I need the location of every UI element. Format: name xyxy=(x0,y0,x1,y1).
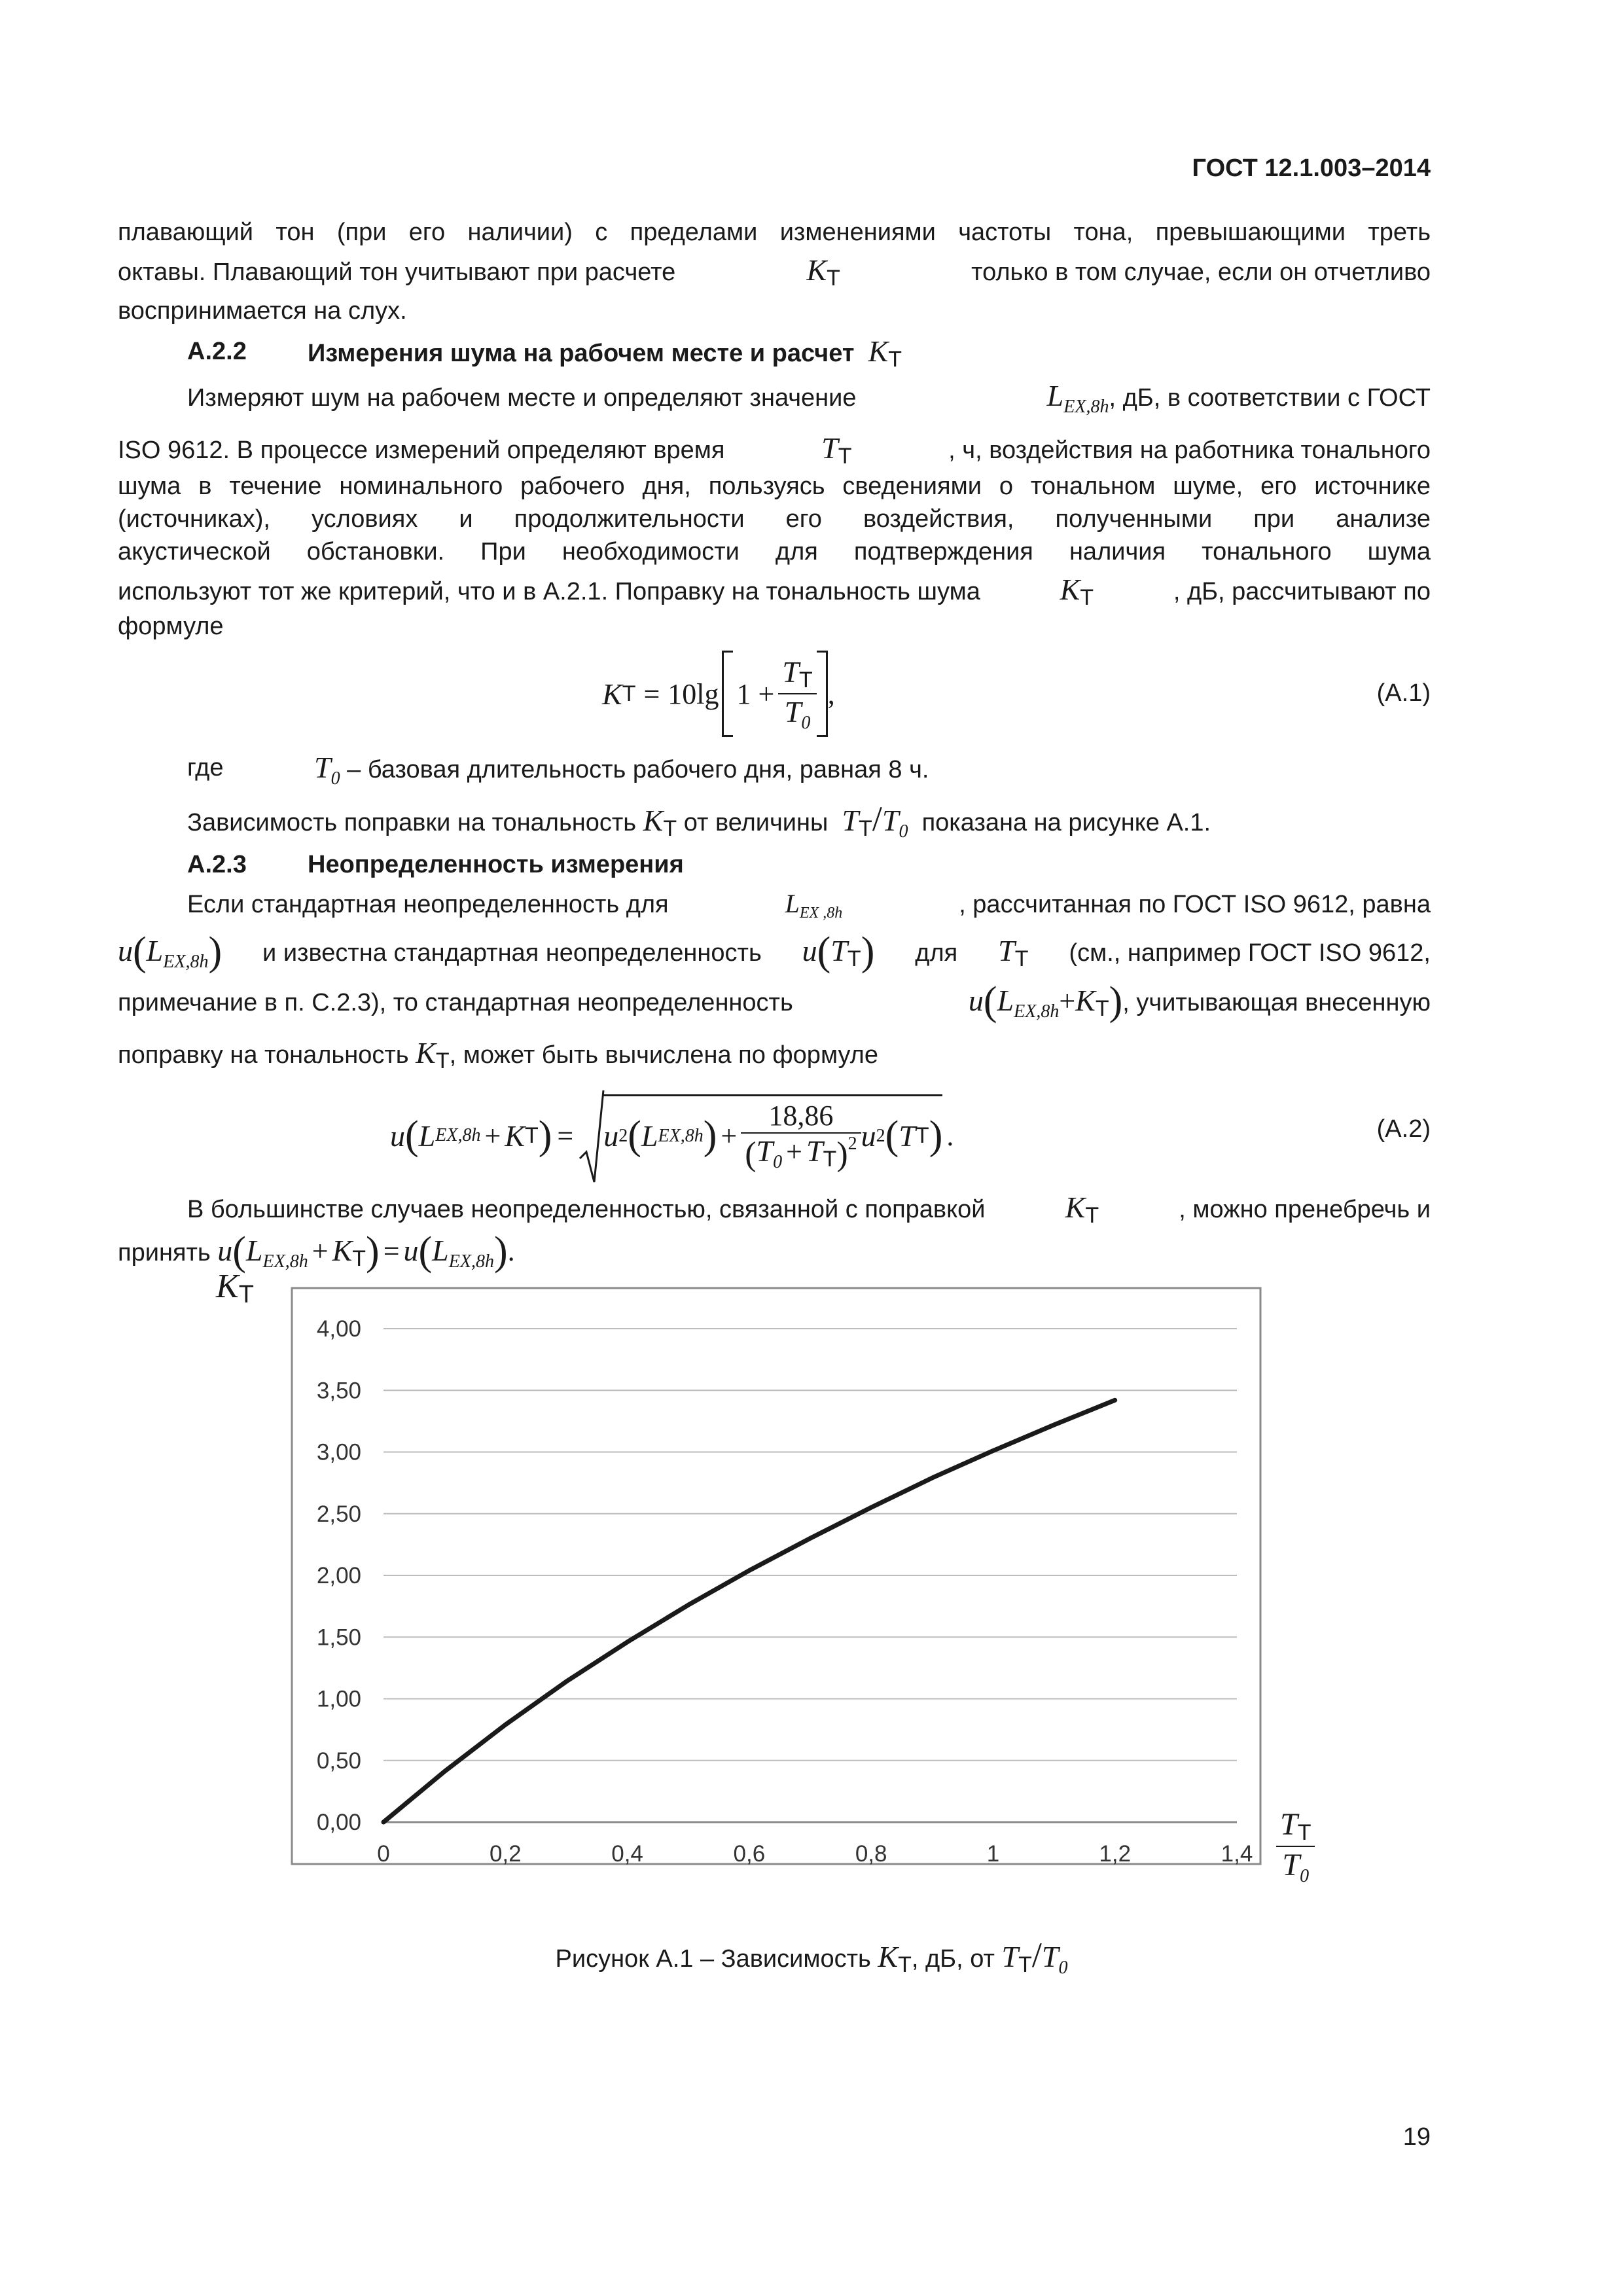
chart-x-label: $\frac{TТ}{T_0}$ xyxy=(1276,1806,1315,1887)
chart-x-tick-label: 1 xyxy=(986,1841,1000,1867)
chart-y-tick-label: 0,50 xyxy=(316,1748,361,1774)
document-header: ГОСТ 12.1.003–2014 xyxy=(1192,154,1431,182)
math-u-LEX8h: $u(L_{EX,8h})$ xyxy=(118,929,223,974)
chart-y-tick-label: 0,00 xyxy=(316,1810,361,1835)
paragraph-line: шума в течение номинального рабочего дня, пользуясь сведениями о тональном шуме, его источнике xyxy=(118,473,1431,500)
section-title: Неопределенность измерения xyxy=(308,851,684,878)
math-KT: KТ xyxy=(1060,573,1094,610)
chart-x-tick-label: 0,4 xyxy=(611,1841,643,1867)
paragraph-line: используют тот же критерий, что и в А.2.1. Поправку на тональность шума KТ , дБ, рассчитывают по xyxy=(118,573,1431,614)
page-number: 19 xyxy=(1402,2123,1431,2151)
math-TT: TТ xyxy=(998,934,1029,971)
text-fragment: октавы. Плавающий тон учитывают при расчете xyxy=(118,259,676,286)
paragraph-line: поправку на тональность KТ, может быть вычислена по формуле xyxy=(118,1036,878,1073)
chart-y-tick-label: 2,50 xyxy=(316,1501,361,1527)
chart-x-tick-label: 0,6 xyxy=(733,1841,766,1867)
paragraph-line: Зависимость поправки на тональность KТ от величины $TТ/T_0$ показана на рисунке А.1. xyxy=(187,799,1211,842)
math-KT: KТ xyxy=(806,253,840,291)
paragraph-line: воспринимается на слух. xyxy=(118,297,407,325)
paragraph-line: акустической обстановки. При необходимости для подтверждения наличия тонального шума xyxy=(118,538,1431,565)
chart-y-tick-label: 3,50 xyxy=(316,1378,361,1404)
chart-y-tick-label: 1,50 xyxy=(316,1624,361,1651)
math-u-LEX8h-plus-KT: $u(L_{EX,8h}+KТ)$, учитывающая внесенную xyxy=(968,979,1431,1024)
paragraph-line: принять $u(L_{EX,8h} + KТ) = u(L_{EX,8h})$. xyxy=(118,1229,515,1274)
fraction-TT-T0: $\frac{TТ}{T_0}$ xyxy=(778,655,816,734)
paragraph-line: Если стандартная неопределенность для $L_{EX ,8h}$ , рассчитанная по ГОСТ ISO 9612, равна xyxy=(187,888,1431,929)
where-word: где xyxy=(187,754,224,781)
math-identity: $u(L_{EX,8h} + KТ) = u(L_{EX,8h})$. xyxy=(217,1229,515,1274)
chart-x-tick-label: 0,2 xyxy=(489,1841,522,1867)
math-LEX8h: $L_{EX,8h}$, дБ, в соответствии с ГОСТ xyxy=(1046,379,1431,417)
math-KT: KТ xyxy=(1065,1191,1099,1228)
paragraph-line: формуле xyxy=(118,613,224,640)
equation-a1: K Т = 10lg 1 + $\frac{TТ}{T_0}$ , xyxy=(602,648,835,740)
chart-x-tick-label: 1,4 xyxy=(1221,1841,1253,1867)
chart-y-tick-label: 4,00 xyxy=(316,1316,361,1342)
equation-a2: u ( L EX,8h + K Т ) = u 2 ( L EX,8h ) + $\frac{18,86}{(T0 + TТ)2}$ u 2 ( T Т ) . xyxy=(390,1086,954,1185)
sqrt-body: u 2 ( L EX,8h ) + $\frac{18,86}{(T0 + TТ)2}$ u 2 ( T Т ) xyxy=(603,1094,942,1174)
paragraph-line: В большинстве случаев неопределенностью, связанной с поправкой KТ , можно пренебречь и xyxy=(187,1191,1431,1232)
text-fragment: только в том случае, если он отчетливо xyxy=(971,259,1431,286)
section-number: А.2.3 xyxy=(187,851,247,878)
paragraph-line: примечание в п. С.2.3), то стандартная неопределенность $u(L_{EX,8h}+KТ)$, учитывающая внесенную xyxy=(118,984,1431,1028)
equation-label: (А.2) xyxy=(1376,1115,1431,1143)
equation-label: (А.1) xyxy=(1376,679,1431,707)
paragraph-line: $u(L_{EX,8h})$ и известна стандартная неопределенность u(TТ) для TТ (см., например ГОСТ ISO 9612, xyxy=(118,935,1431,978)
chart-x-tick-label: 0,8 xyxy=(855,1841,887,1867)
math-TT: TТ xyxy=(821,431,852,469)
chart-x-tick-label: 0 xyxy=(377,1841,390,1867)
section-number: А.2.2 xyxy=(187,338,247,365)
section-title: Измерения шума на рабочем месте и расчет KТ xyxy=(308,334,902,372)
math-LEX8h: $L_{EX ,8h}$ xyxy=(785,889,843,922)
figure-caption: Рисунок А.1 – Зависимость KТ, дБ, от $TТ/T_0$ xyxy=(555,1935,1068,1978)
math-u-TT: u(TТ) xyxy=(802,929,875,974)
fraction-18-86: $\frac{18,86}{(T0 + TТ)2}$ xyxy=(741,1099,861,1174)
chart-y-label: KТ xyxy=(216,1268,254,1308)
paragraph-line: (источниках), условиях и продолжительности его воздействия, полученными при анализе xyxy=(118,505,1431,533)
chart-x-tick-label: 1,2 xyxy=(1099,1841,1132,1867)
paragraph-line: ISO 9612. В процессе измерений определяют время TТ , ч, воздействия на работника тонального xyxy=(118,432,1431,473)
where-definition: $T_0$ – базовая длительность рабочего дня, равная 8 ч. xyxy=(314,751,929,789)
chart-y-tick-label: 3,00 xyxy=(316,1439,361,1465)
chart-y-tick-label: 1,00 xyxy=(316,1686,361,1712)
paragraph-line: Измеряют шум на рабочем месте и определяют значение $L_{EX,8h}$, дБ, в соответствии с ГОСТ xyxy=(187,380,1431,423)
paragraph-line: плавающий тон (при его наличии) с пределами изменениями частоты тона, превышающими треть xyxy=(118,219,1431,246)
chart-y-tick-label: 2,00 xyxy=(316,1563,361,1588)
